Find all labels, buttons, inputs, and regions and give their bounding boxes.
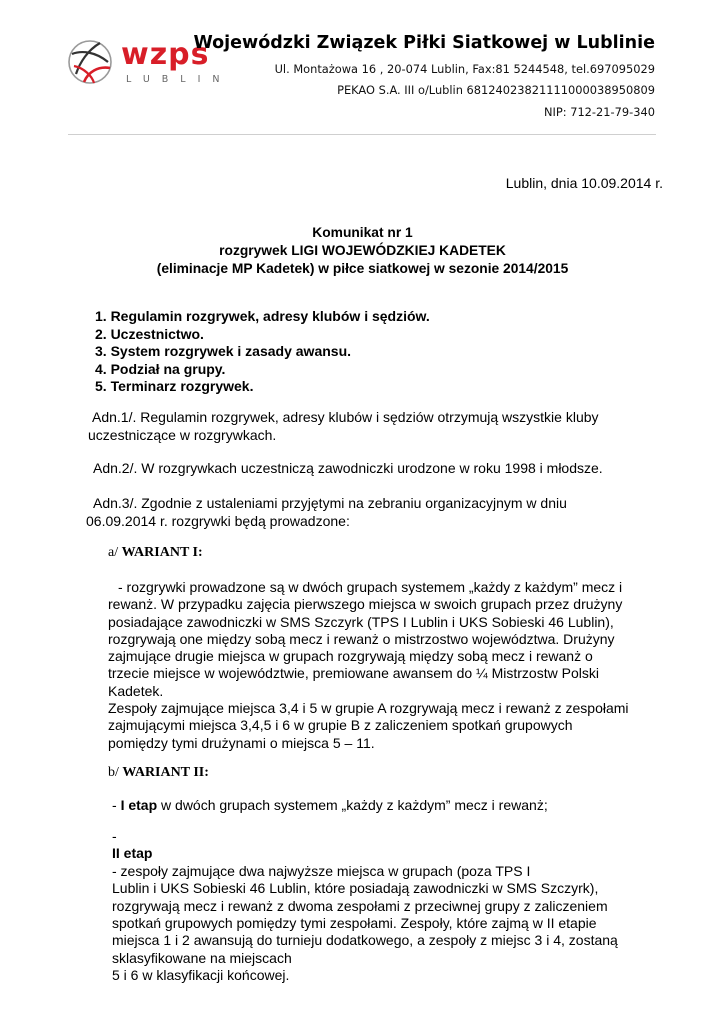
stage-1-label: I etap <box>120 797 158 813</box>
adn-3-paragraph <box>86 495 666 530</box>
variant-a-line: rewanż. W przypadku zajęcia pierwszego miejsca w swoich grupach przez drużyny <box>108 596 623 613</box>
stage-2-line: Lublin i UKS Sobieski 46 Lublin, które posiadają zawodniczki w SMS Szczyrk), <box>112 880 599 897</box>
variant-a-line: Kadetek. <box>108 682 164 699</box>
variant-a-heading <box>108 545 203 561</box>
stage-1-text: w dwóch grupach systemem „każdy z każdym” mecz i rewanż; <box>157 797 548 813</box>
variant-a-line: trzecie miejsce w województwie, premiowane awansem do ¼ Mistrzostw Polski <box>108 665 599 682</box>
table-of-contents <box>95 308 430 396</box>
title-line-2: rozgrywek LIGI WOJEWÓDZKIEJ KADETEK <box>219 243 506 258</box>
variant-a-line: pomiędzy tymi drużynami o miejsca 5 – 11. <box>108 734 375 751</box>
stage-2-line: rozgrywają mecz i rewanż z dwoma zespołami z przeciwnej grupy z zaliczeniem <box>112 897 608 914</box>
variant-a-text <box>108 579 658 752</box>
stage-2-first-text: - zespoły zajmujące dwa najwyższe miejsca w grupach (poza TPS I <box>112 862 531 879</box>
logo-subtext: LUBLIN <box>126 74 232 85</box>
variant-a-line: zajmującymi miejsca 3,4,5 i 6 w grupie B z zaliczeniem spotkań grupowych <box>108 717 573 734</box>
variant-a-line: - rozgrywki prowadzone są w dwóch grupach systemem „każdy z każdym” mecz i <box>118 579 623 595</box>
adn-3-line: Adn.3/. Zgodnie z ustaleniami przyjętymi na zebraniu organizacyjnym w dniu <box>93 495 567 511</box>
stage-2-label: II etap <box>112 845 153 862</box>
stage-2-line: spotkań grupowych pomiędzy tymi zespołami. Zespoły, które zajmą w II etapie <box>112 915 597 932</box>
stage-2-line: miejsca 1 i 2 awansują do turnieju dodatkowego, a zespoły z miejsc 3 i 4, zostaną <box>112 932 618 949</box>
toc-item: 3. System rozgrywek i zasady awansu. <box>95 343 352 359</box>
variant-b-stage-1 <box>112 797 548 813</box>
logo-text: wzps <box>121 37 210 72</box>
title-line-3: (eliminacje MP Kadetek) w piłce siatkowej w sezonie 2014/2015 <box>156 261 569 276</box>
org-nip: NIP: 712-21-79-340 <box>543 105 655 119</box>
variant-a-line: posiadające zawodniczki w SMS Szczyrk (TPS I Lublin i UKS Sobieski 46 Lublin), <box>108 613 614 630</box>
header-divider <box>68 134 656 135</box>
variant-b-stage-2 <box>112 828 652 985</box>
org-address: Ul. Montażowa 16 , 20-074 Lublin, Fax:81 5244548, tel.697095029 <box>274 62 655 76</box>
adn-1-line: Adn.1/. Regulamin rozgrywek, adresy klubów i sędziów otrzymują wszystkie kluby <box>92 409 599 425</box>
toc-item: 1. Regulamin rozgrywek, adresy klubów i sędziów. <box>95 308 430 324</box>
variant-a-line: rozgrywają one między sobą mecz i rewanż o mistrzostwo województwa. Drużyny <box>108 630 615 647</box>
adn-1-paragraph <box>88 409 652 444</box>
stage-2-first-line <box>112 828 652 880</box>
org-name: Wojewódzki Związek Piłki Siatkowej w Lublinie <box>193 33 655 53</box>
variant-a-line: Zespoły zajmujące miejsca 3,4 i 5 w grupie A rozgrywają mecz i rewanż z zespołami <box>108 700 629 717</box>
variant-b-prefix: b/ <box>108 765 123 780</box>
variant-b-heading <box>108 765 209 781</box>
document-title <box>0 224 725 278</box>
variant-a-prefix: a/ <box>108 545 122 560</box>
stage-2-dash: - <box>112 828 117 844</box>
adn-1-line: uczestniczące w rozgrywkach. <box>88 426 277 443</box>
toc-item: 2. Uczestnictwo. <box>95 325 204 342</box>
toc-item: 5. Terminarz rozgrywek. <box>95 378 254 394</box>
org-bank-account: PEKAO S.A. III o/Lublin 68124023821111000038950809 <box>337 83 655 97</box>
variant-b-label: WARIANT II: <box>122 765 209 780</box>
toc-item: 4. Podział na grupy. <box>95 360 226 377</box>
variant-a-line: zajmujące drugie miejsca w grupach rozgrywają między sobą mecz i rewanż o <box>108 648 593 665</box>
variant-a-label: WARIANT I: <box>121 545 203 560</box>
adn-2-paragraph: Adn.2/. W rozgrywkach uczestniczą zawodniczki urodzone w roku 1998 i młodsze. <box>93 460 603 476</box>
document-date: Lublin, dnia 10.09.2014 r. <box>505 175 663 191</box>
stage-1-dash: - <box>112 797 121 813</box>
adn-3-line: 06.09.2014 r. rozgrywki będą prowadzone: <box>86 512 350 529</box>
title-line-1: Komunikat nr 1 <box>312 225 413 240</box>
stage-2-line: 5 i 6 w klasyfikacji końcowej. <box>112 967 290 984</box>
stage-2-line: sklasyfikowane na miejscach <box>112 949 292 966</box>
